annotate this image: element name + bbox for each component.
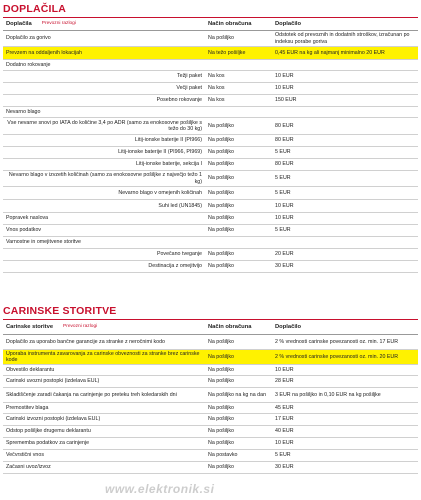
surcharge-value: 2 % vrednosti carinske povezanosti oz. min. 20 EUR bbox=[275, 353, 399, 360]
surcharge-value: 10 EUR bbox=[275, 73, 294, 80]
watermark-logo: www.elektronik.si bbox=[105, 482, 215, 496]
table-row bbox=[3, 365, 418, 376]
row-label: Uporaba instrumenta zavarovanja za carinske obveznosti za stranke brez carinske kode bbox=[6, 350, 200, 363]
billing-method: Na pošiljko bbox=[208, 35, 234, 42]
billing-method: Na pošiljko bbox=[208, 215, 234, 222]
row-label: Začasni uvoz/izvoz bbox=[6, 464, 51, 471]
row-label: Doplačilo za uporabo bančne garancije za stranke z neročnimi kodo bbox=[6, 338, 165, 345]
header-label: Carinske storitve bbox=[6, 323, 54, 330]
billing-method: Na pošiljko bbox=[208, 263, 234, 270]
billing-method: Na pošiljko bbox=[208, 440, 234, 447]
surcharge-value: 80 EUR bbox=[275, 161, 294, 168]
row-label: Doplačilo za gorivo bbox=[6, 35, 51, 42]
surcharge-value: 5 EUR bbox=[275, 227, 291, 234]
table-row bbox=[3, 147, 418, 159]
header-sublabel: Prevozni razlogi bbox=[41, 20, 76, 26]
table-row bbox=[3, 31, 418, 47]
row-label: Nevarno blago bbox=[6, 108, 41, 115]
table-row bbox=[3, 376, 418, 388]
header-cell: Način obračuna bbox=[208, 323, 252, 330]
header-sublabel: Prevozni razlogi bbox=[63, 323, 98, 329]
row-label: Posebno rokovanje bbox=[156, 97, 202, 104]
row-label: Večvrstični vnos bbox=[6, 452, 44, 459]
row-label: Carinski izvozni postopki (izdelava EUL) bbox=[6, 416, 101, 423]
billing-method: Na pošiljko bbox=[208, 175, 234, 182]
surcharge-value bbox=[272, 107, 418, 117]
table-row bbox=[3, 107, 418, 118]
table-row bbox=[3, 118, 418, 135]
header-cell: Doplačilo bbox=[275, 323, 302, 330]
row-label: Premostitev blaga bbox=[6, 404, 49, 411]
row-label: Vnos podatkov bbox=[6, 227, 42, 234]
table-row bbox=[3, 60, 418, 71]
surcharge-value: 28 EUR bbox=[275, 378, 294, 385]
table-doplacila bbox=[3, 18, 418, 273]
row-label: Nevarno blago v omejenih količinah bbox=[118, 189, 202, 196]
billing-method: Na pošiljko bbox=[208, 378, 234, 385]
table-row bbox=[3, 135, 418, 147]
row-label: Varnostne in omejitvene storitve bbox=[6, 239, 81, 246]
billing-method: Na pošiljko bbox=[208, 149, 234, 156]
billing-method: Na pošiljko bbox=[208, 416, 234, 423]
table-row bbox=[3, 450, 418, 462]
billing-method: Na pošiljko bbox=[208, 338, 234, 345]
row-label: Carinski uvozni postopki (izdelava EUL) bbox=[6, 378, 100, 385]
billing-method: Na kos bbox=[208, 85, 225, 92]
section-title-doplacila: DOPLAČILA bbox=[3, 3, 67, 15]
surcharge-value bbox=[272, 60, 418, 70]
row-label: Litij-ionske baterije II (PI966) bbox=[134, 137, 202, 144]
row-label: Težji paket bbox=[176, 73, 202, 80]
row-label: Prevzem na oddaljenih lokacijah bbox=[6, 49, 82, 56]
billing-method: Na kos bbox=[208, 97, 225, 104]
row-label: Dodatno rokovanje bbox=[6, 61, 51, 68]
table-row bbox=[3, 71, 418, 83]
row-label: Odstop pošiljke drugemu deklarantu bbox=[6, 428, 91, 435]
row-label: Povečano tveganje bbox=[156, 251, 202, 258]
row-label: Obvestilo deklarantu bbox=[6, 366, 55, 373]
surcharge-value: 10 EUR bbox=[275, 85, 294, 92]
row-label: Litij-ionske baterije II (PI966, PI969) bbox=[118, 149, 202, 156]
surcharge-value: 150 EUR bbox=[275, 97, 297, 104]
row-label: Popravek naslova bbox=[6, 215, 49, 222]
table-row bbox=[3, 171, 418, 187]
billing-method bbox=[205, 60, 272, 70]
section-title-carinske-storitve: CARINSKE STORITVE bbox=[3, 305, 117, 317]
surcharge-value: 5 EUR bbox=[275, 452, 291, 459]
billing-method: Na pošiljko bbox=[208, 428, 234, 435]
surcharge-value: 10 EUR bbox=[275, 440, 294, 447]
table-header-row bbox=[3, 320, 418, 335]
table-row bbox=[3, 83, 418, 95]
header-cell: Doplačilo bbox=[275, 20, 302, 27]
billing-method: Na pošiljko bbox=[208, 353, 234, 360]
header-cell: Način obračuna bbox=[208, 20, 252, 27]
billing-method: Na pošiljko bbox=[208, 404, 234, 411]
row-label: Vse nevarne snovi po IATA do količine 3,4 po ADR (samo za enokosovne pošiljke s težo do 30 kg) bbox=[7, 119, 202, 132]
billing-method: Na postavko bbox=[208, 452, 238, 459]
surcharge-value: 10 EUR bbox=[275, 202, 294, 209]
table-carinske-storitve bbox=[3, 320, 418, 474]
table-row bbox=[3, 187, 418, 200]
surcharge-value: 10 EUR bbox=[275, 366, 294, 373]
surcharge-value: 5 EUR bbox=[275, 149, 291, 156]
surcharge-value: 80 EUR bbox=[275, 122, 294, 129]
table-row bbox=[3, 388, 418, 403]
row-label: Skladiščenje zaradi čakanja na carinjenje po preteku treh koledarskih dni bbox=[6, 391, 177, 398]
billing-method: Na pošiljko bbox=[208, 122, 234, 129]
table-row bbox=[3, 225, 418, 237]
surcharge-value: 30 EUR bbox=[275, 464, 294, 471]
surcharge-value: 17 EUR bbox=[275, 416, 294, 423]
surcharge-value: 2 % vrednosti carinske povezanosti oz. min. 17 EUR bbox=[275, 338, 399, 345]
surcharge-value: 0,45 EUR na kg ali najmanj minimalno 20 EUR bbox=[275, 49, 385, 56]
surcharge-value: 40 EUR bbox=[275, 428, 294, 435]
row-label: Sprememba podatkov za carinjenje bbox=[6, 440, 90, 447]
table-row bbox=[3, 426, 418, 438]
surcharge-value: 5 EUR bbox=[275, 189, 291, 196]
row-label: Destinacija z omejitvijo bbox=[148, 263, 202, 270]
surcharge-value: 80 EUR bbox=[275, 137, 294, 144]
table-row bbox=[3, 213, 418, 225]
header-cell bbox=[3, 18, 205, 30]
billing-method: Na pošiljko na kg na dan bbox=[208, 391, 267, 398]
surcharge-value: 5 EUR bbox=[275, 175, 291, 182]
billing-method: Na težo pošiljke bbox=[208, 49, 246, 56]
billing-method: Na pošiljko bbox=[208, 161, 234, 168]
billing-method: Na kos bbox=[208, 73, 225, 80]
table-row bbox=[3, 403, 418, 414]
row-label: Suhi led (UN1845) bbox=[158, 202, 202, 209]
table-header-row bbox=[3, 18, 418, 31]
surcharge-value bbox=[272, 237, 418, 248]
surcharge-value: 3 EUR na pošiljko in 0,10 EUR na kg pošiljke bbox=[275, 391, 381, 398]
billing-method: Na pošiljko bbox=[208, 464, 234, 471]
billing-method: Na pošiljko bbox=[208, 137, 234, 144]
billing-method: Na pošiljko bbox=[208, 189, 234, 196]
table-row bbox=[3, 438, 418, 450]
surcharge-value: 45 EUR bbox=[275, 404, 294, 411]
row-label: Litij-ionske baterije, sekcija I bbox=[136, 161, 202, 168]
table-row bbox=[3, 462, 418, 474]
billing-method bbox=[205, 237, 272, 248]
billing-method: Na pošiljko bbox=[208, 366, 234, 373]
surcharge-value: Odstotek od prevoznih in dodatnih stroškov, izračunan po indeksu porabe goriva bbox=[275, 32, 410, 45]
row-label: Večji paket bbox=[176, 85, 202, 92]
header-label: Doplačila bbox=[6, 20, 32, 27]
table-row bbox=[3, 95, 418, 107]
billing-method: Na pošiljko bbox=[208, 202, 234, 209]
table-row bbox=[3, 159, 418, 171]
table-row bbox=[3, 335, 418, 350]
header-cell bbox=[3, 320, 205, 334]
table-row bbox=[3, 249, 418, 261]
table-row bbox=[3, 261, 418, 273]
surcharge-value: 30 EUR bbox=[275, 263, 294, 270]
table-row bbox=[3, 200, 418, 213]
table-row bbox=[3, 414, 418, 426]
row-label: Nevarno blago v izvzetih količinah (samo za enokosovne pošiljke z največjo težo 1 kg) bbox=[8, 172, 202, 185]
surcharge-value: 10 EUR bbox=[275, 215, 294, 222]
billing-method bbox=[205, 107, 272, 117]
table-row bbox=[3, 47, 418, 60]
surcharge-value: 20 EUR bbox=[275, 251, 294, 258]
billing-method: Na pošiljko bbox=[208, 251, 234, 258]
table-row bbox=[3, 350, 418, 365]
billing-method: Na pošiljko bbox=[208, 227, 234, 234]
table-row bbox=[3, 237, 418, 249]
